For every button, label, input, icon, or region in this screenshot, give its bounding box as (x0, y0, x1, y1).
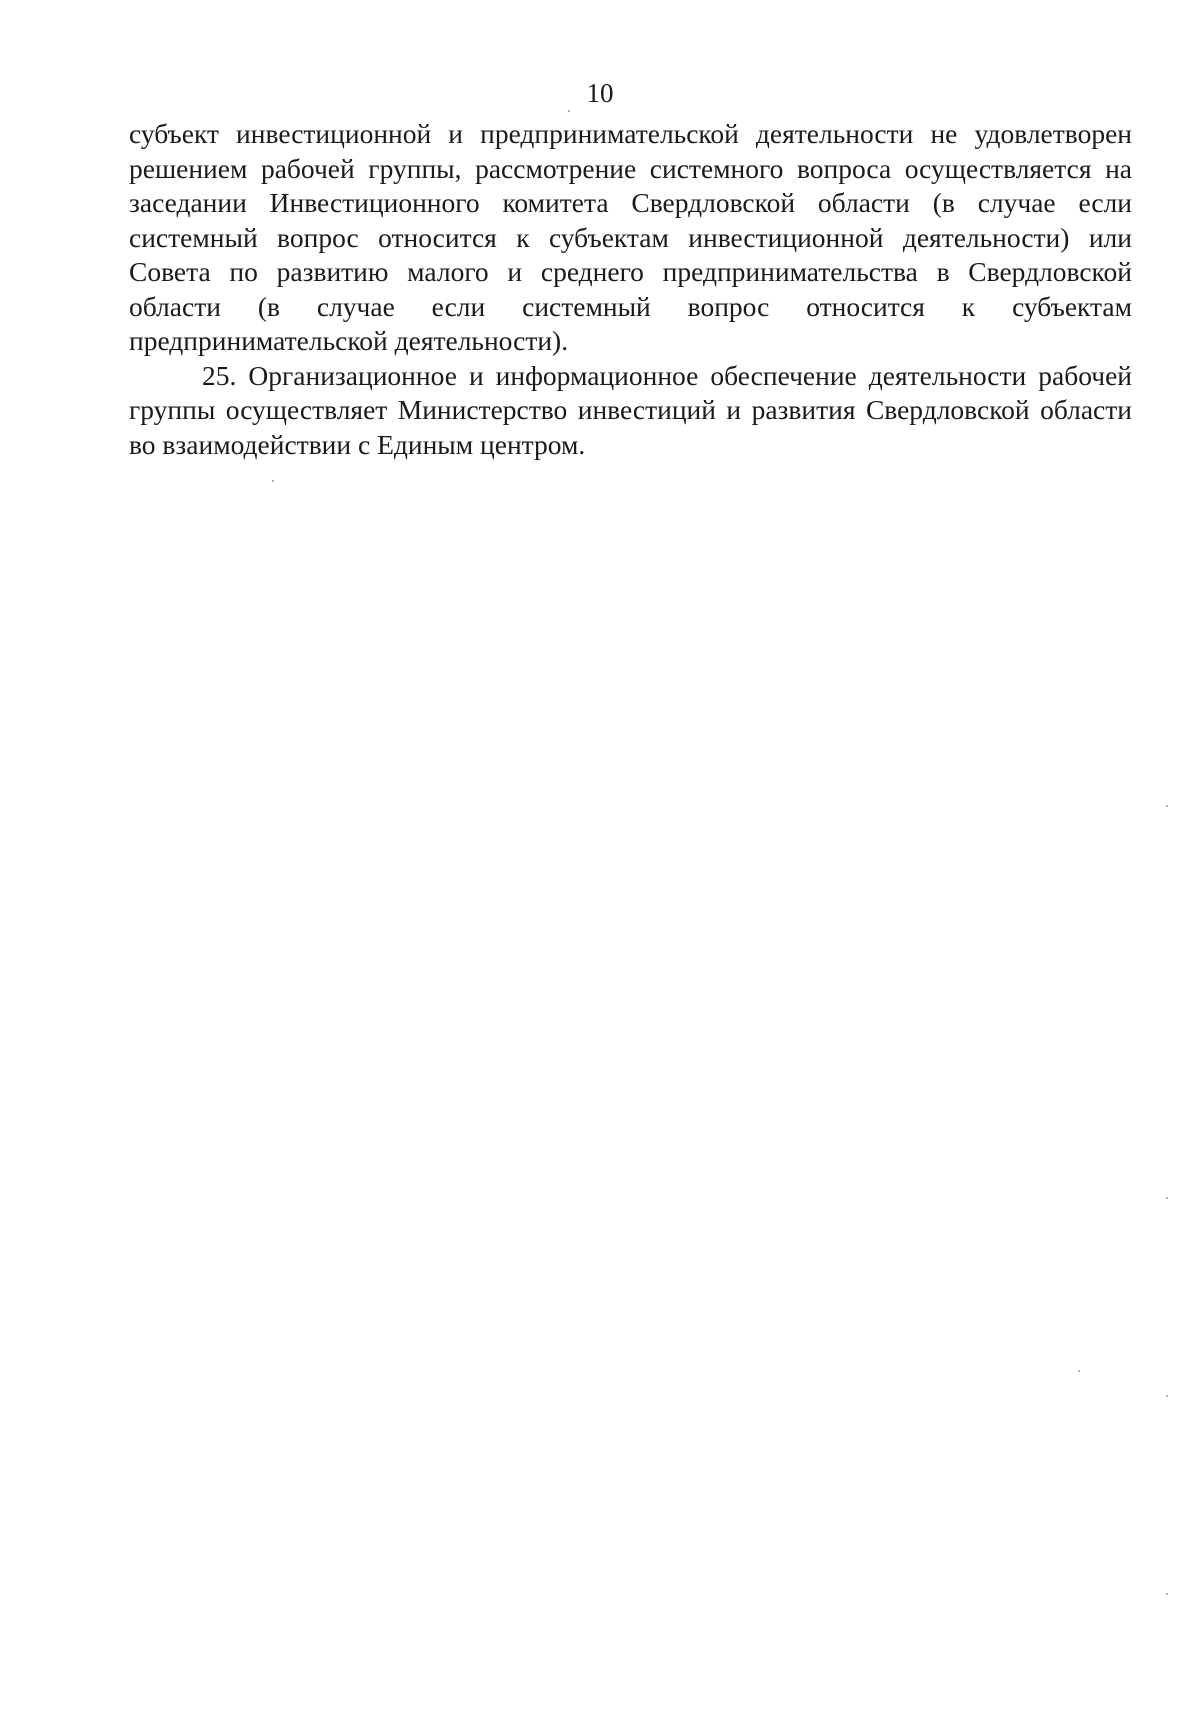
scan-speck (568, 110, 570, 112)
scan-speck (1166, 1197, 1168, 1199)
paragraph-item-25: 25. Организационное и информационное обеспечение деятельности рабочей группы осуществляет Министерство инвестиций и развития Свердловской области во взаимодействии с Единым центром. (129, 359, 1132, 460)
scan-speck (1078, 1370, 1080, 1372)
page-number: 10 (586, 78, 614, 108)
scan-speck (272, 480, 274, 482)
paragraph-continuation: субъект инвестиционной и предпринимательской деятельности не удовлетворен решением рабочей группы, рассмотрение системного вопроса осуществляется на заседании Инвестиционного комитета Свердловской области (в случае если системный вопрос относится к субъектам инвестиционной деятельности) или Совета по развитию малого и среднего предпринимательства в Свердловской области (в случае если системный вопрос относится к субъектам предпринимательской деятельности). (129, 118, 1132, 356)
document-body (129, 117, 1132, 462)
scan-speck (1166, 1395, 1168, 1397)
scan-speck (1166, 1593, 1168, 1595)
scan-speck (1166, 805, 1168, 807)
